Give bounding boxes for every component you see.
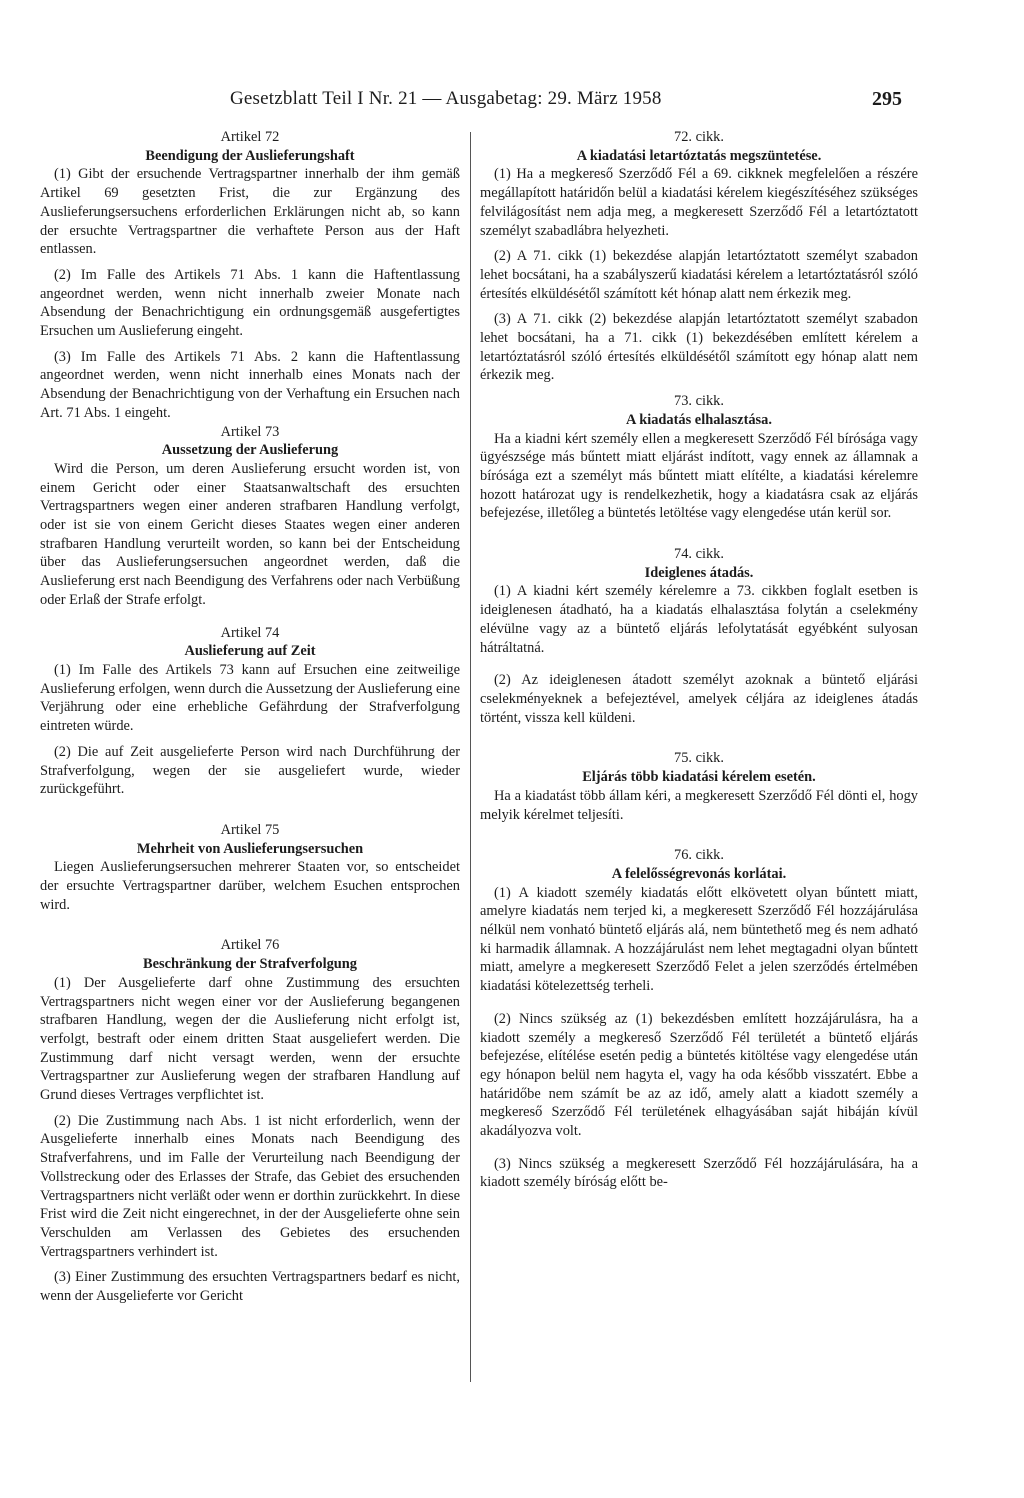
article-title: A kiadatás elhalasztása. [626,411,772,428]
article-title: Mehrheit von Auslieferungsersuchen [136,840,364,857]
article-73-hu [480,392,918,523]
page-number: 295 [872,88,902,110]
article-72-de [40,128,460,423]
paragraph: (3) Nincs szükség a megkeresett Szerződő Fél hozzájárulására, ha a kiadott személy bíróság előtt be- [480,1155,918,1191]
paragraph: (1) A kiadott személy kiadatás előtt elkövetett olyan bűntett miatt, amelyre kiadatás nem terjed ki, a megkeresett Szerződő Fél hozzájárulása nélkül nem vonható büntető eljárás alá, nem büntethető meg és nem adható ki harmadik államnak. A hozzájárulást nem lehet megtagadni olyan bűntett miatt, amelyre a megkeresett Szerződő Felet a jelen szerződés értelmében kiadatási kötelezettség terheli. [480,884,918,995]
article-73-de [40,423,460,610]
article-number: Artikel 76 [220,937,280,954]
paragraph: (3) A 71. cikk (2) bekezdése alapján letartóztatott személyt szabadon lehet bocsátani, ha a 71. cikk (1) bekezdésében említett kérelem a letartóztatásról szóló értesítés elküldésétől számított egy hónap alatt nem érkezik meg. [480,311,918,384]
article-number: 76. cikk. [674,847,724,864]
paragraph: Liegen Auslieferungsersuchen mehrerer Staaten vor, so entscheidet der ersuchte Vertragspartner darüber, welchem Esuchen entsprochen wird. [40,859,460,913]
article-title: A felelősségrevonás korlátai. [611,865,787,882]
article-title: Eljárás több kiadatási kérelem esetén. [582,769,816,786]
article-number: 75. cikk. [674,750,724,767]
paragraph: (1) A kiadni kért személy kérelemre a 73. cikkben foglalt esetben is ideiglenesen átadható, ha a kiadatás elhalasztása folytán a cselekmény elévülne vagy az a büntető eljárás lefolytatását egyébként sulyosan hátráltatná. [480,583,918,656]
article-76-de [40,936,460,1305]
article-title: Ideiglenes átadás. [644,564,754,581]
article-75-de [40,821,460,915]
article-number: 72. cikk. [674,129,724,145]
paragraph: (2) A 71. cikk (1) bekezdése alapján letartóztatott személyt szabadon lehet bocsátani, ha a szabályszerű kiadatási kérelem a letartóztatásról szóló értesítés elküldésétől számított két hónap alatt nem érkezik meg. [480,248,918,302]
paragraph: (3) Einer Zustimmung des ersuchten Vertragspartners bedarf es nicht, wenn der Ausgelieferte vor Gericht [40,1269,460,1305]
right-column [480,128,918,1192]
paragraph: (2) Az ideiglenesen átadott személyt azoknak a büntető eljárási cselekményeknek a befejeztével, amelyek céljára az ideiglenes átadás történt, vissza kell küldeni. [480,672,918,726]
article-title: A kiadatási letartóztatás megszüntetése. [576,147,822,164]
paragraph: (2) Die Zustimmung nach Abs. 1 ist nicht erforderlich, wenn der Ausgelieferte innerhalb eines Monats nach Beendigung des Strafverfahrens, und im Falle der Verurteilung nach Beendigung der Vollstreckung oder des Erlasses der Strafe, das Gebiet des ersuchenden Vertragspartners nicht verläßt oder wenn er dorthin zurückkehrt. In diese Frist wird die Zeit nicht eingerechnet, in der der Ausgelieferte ohne sein Verschulden am Verlassen des Gebietes des ersuchenden Vertragspartners verhindert ist. [40,1112,460,1260]
paragraph: (1) Im Falle des Artikels 73 kann auf Ersuchen eine zeitweilige Auslieferung erfolgen, wenn durch die Aussetzung der Auslieferung eine Verjährung oder eine erhebliche Gefährdung der Strafverfolgung eintreten würde. [40,661,460,735]
header-title: Gesetzblatt Teil I Nr. 21 — Ausgabetag: 29. März 1958 [230,88,662,109]
paragraph: Ha a kiadatást több állam kéri, a megkeresett Szerződő Fél dönti el, hogy melyik kérelmet teljesíti. [480,787,918,823]
page-header [0,88,1024,118]
paragraph: Wird die Person, um deren Auslieferung ersucht worden ist, von einem Gericht oder einer Staatsanwaltschaft des ersuchten Vertragspartners wegen einer anderen strafbaren Handlung verfolgt, oder ist sie von einem Gericht dieses Staates wegen einer anderen strafbaren Handlung verurteilt worden, so kann bei der Entscheidung über das Auslieferungsersuchen angeordnet werden, daß die Auslieferung erst nach Beendigung des Verfahrens oder nach Verbüßung oder Erlaß der Strafe erfolgt. [40,460,460,608]
article-title: Aussetzung der Auslieferung [161,442,339,459]
article-number: 73. cikk. [674,393,724,410]
article-75-hu [480,749,918,824]
paragraph: (1) Ha a megkereső Szerződő Fél a 69. cikknek megfelelően a részére megállapított határidőn belül a kiadatási kérelem kiegészítéséhez szükséges felvilágosítást nem adja meg, a megkeresett Szerződő Fél a letartóztatott személyt szabadlábra helyezheti. [480,166,918,239]
paragraph: (1) Der Ausgelieferte darf ohne Zustimmung des ersuchten Vertragspartners nicht wegen einer vor der Auslieferung begangenen strafbaren Handlung, wegen der die Auslieferung nicht erfolgt ist, verfolgt, bestraft oder einem dritten Staat ausgeliefert werden. Die Zustimmung darf nicht versagt werden, wenn der ersuchte Vertragspartner zur Auslieferung wegen der strafbaren Handlung auf Grund dieses Vertrages verpflichtet ist. [40,974,460,1104]
article-number: Artikel 75 [220,821,280,838]
paragraph: (3) Im Falle des Artikels 71 Abs. 2 kann die Haftentlassung angeordnet werden, wenn nicht innerhalb eines Monats nach der Absendung der Benachrichtigung von der Verhaftung ein Ersuchen nach Art. 71 Abs. 1 eingeht. [40,348,460,421]
article-76-hu [480,846,918,1192]
article-title: Beendigung der Auslieferungshaft [145,147,355,164]
paragraph: (2) Nincs szükség az (1) bekezdésben említett hozzájárulásra, ha a kiadott személy a megkereső Szerződő Fél területét a büntető eljárás befejezése, elítélése esetén pedig a büntetés kitöltése vagy elengedése után egy hónapon belül nem hagyta el, vagy ha oda később visszatért. Ebbe a határidőbe nem számít be az az idő, amely alatt a kiadott személy a megkereső Szerződő Fél területének elhagyásában saját hibáján kívül akadályozva volt. [480,1010,918,1140]
article-title: Beschränkung der Strafverfolgung [142,956,357,973]
article-number: Artikel 74 [220,624,280,641]
article-number: Artikel 73 [220,423,280,440]
article-number: 74. cikk. [674,546,724,563]
paragraph: (2) Die auf Zeit ausgelieferte Person wird nach Durchführung der Strafverfolgung, wegen der sie ausgeliefert wurde, wieder zurückgeführt. [40,743,460,798]
article-72-hu [480,128,918,385]
column-divider [470,132,471,1382]
article-number: Artikel 72 [220,129,280,145]
left-column [40,128,460,1306]
article-74-de [40,624,460,799]
paragraph: (1) Gibt der ersuchende Vertragspartner innerhalb der ihm gemäß Artikel 69 gesetzten Frist, die zur Ergänzung des Auslieferungsersuchens erforderlichen Erklärungen nicht ab, so kann der ersuchte Vertragspartner die verhaftete Person aus der Haft entlassen. [40,166,460,258]
paragraph: (2) Im Falle des Artikels 71 Abs. 1 kann die Haftentlassung angeordnet werden, wenn nicht innerhalb zweier Monate nach Absendung der Benachrichtigung ein ordnungsgemäß ausgefertigtes Ersuchen um Auslieferung eingeht. [40,266,460,340]
article-title: Auslieferung auf Zeit [184,643,316,660]
article-74-hu [480,545,918,727]
paragraph: Ha a kiadni kért személy ellen a megkeresett Szerződő Fél bírósága vagy ügyészsége más bűntett miatt eljárást indított, vagy ennek az államnak a bírósága ezt a személyt más bűntett miatt elítélte, a kiadatási kérelemre hozott határozat ugy is rendelkezhetik, hogy a kiadatásra csak az eljárás befejezése, illetőleg a büntetés letöltése vagy elengedése után kerül sor. [480,430,918,522]
